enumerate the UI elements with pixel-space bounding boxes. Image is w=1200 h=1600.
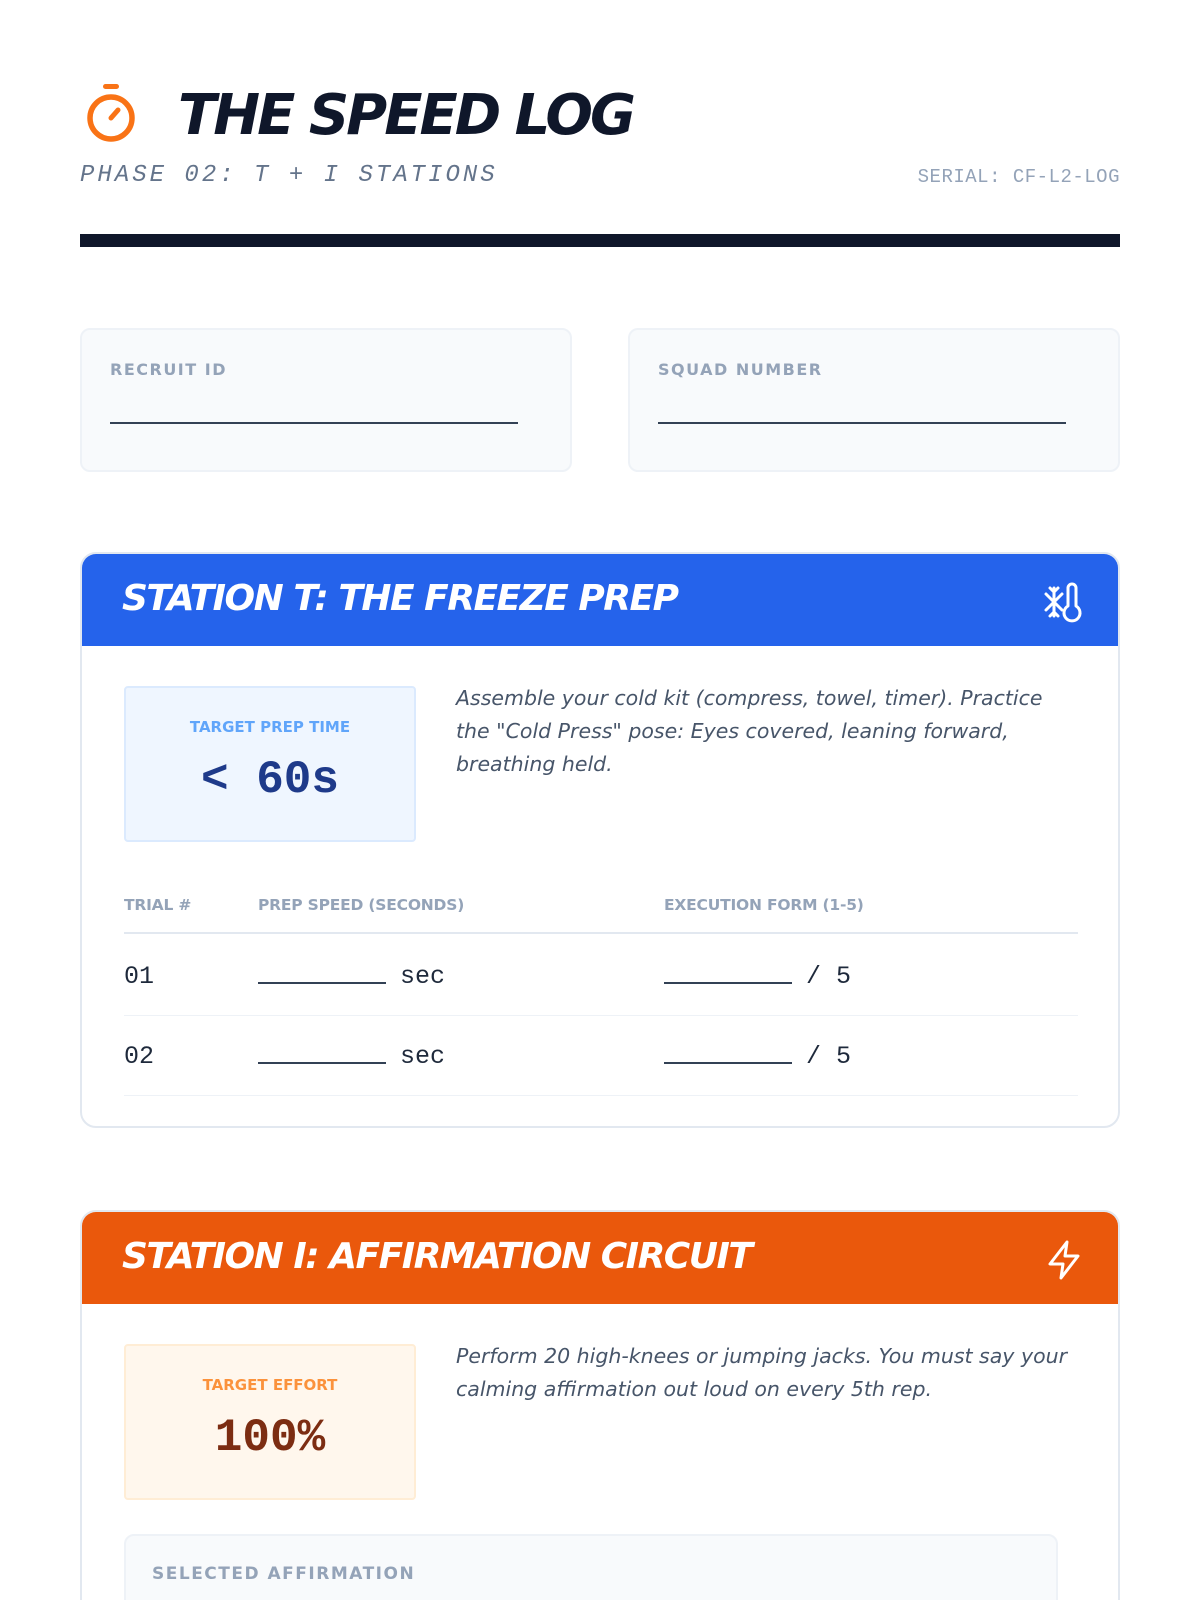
target-prep-time-label: TARGET PREP TIME xyxy=(189,718,351,736)
target-effort-label: TARGET EFFORT xyxy=(202,1376,338,1394)
page-title: THE SPEED LOG xyxy=(178,83,633,148)
thermometer-snowflake-icon xyxy=(1042,580,1086,624)
squad-number-label: SQUAD NUMBER xyxy=(658,360,823,379)
station-t-header xyxy=(82,554,1120,646)
execution-form-unit: / 5 xyxy=(806,1042,852,1071)
station-t-description: Assemble your cold kit (compress, towel, timer). Practice the "Cold Press" pose: Eyes covered, leaning forward, breathing held. xyxy=(456,686,1043,776)
trial-number: 02 xyxy=(124,1042,155,1071)
recruit-id-blank[interactable] xyxy=(110,422,518,424)
selected-affirmation-field[interactable] xyxy=(124,1534,1058,1600)
squad-number-blank[interactable] xyxy=(658,422,1066,424)
prep-speed-blank[interactable] xyxy=(258,982,386,984)
execution-form-blank[interactable] xyxy=(664,1062,792,1064)
header-execution-form: EXECUTION FORM (1-5) xyxy=(664,896,864,914)
station-i-header xyxy=(82,1212,1120,1304)
table-row xyxy=(124,1016,1078,1096)
stopwatch-icon xyxy=(84,82,138,144)
header-divider xyxy=(80,234,1120,247)
page-header xyxy=(80,80,1120,250)
recruit-id-field[interactable] xyxy=(80,328,572,472)
target-prep-time-value: < 60s xyxy=(200,754,340,806)
execution-form-blank[interactable] xyxy=(664,982,792,984)
selected-affirmation-label: SELECTED AFFIRMATION xyxy=(152,1564,416,1584)
serial-number: SERIAL: CF-L2-LOG xyxy=(917,166,1120,188)
prep-speed-unit: sec xyxy=(400,962,446,991)
target-effort-value: 100% xyxy=(214,1412,326,1464)
speed-log-page xyxy=(80,0,1120,1600)
recruit-id-label: RECRUIT ID xyxy=(110,360,227,379)
station-t-title: STATION T: THE FREEZE PREP xyxy=(122,578,678,619)
squad-number-field[interactable] xyxy=(628,328,1120,472)
header-trial: TRIAL # xyxy=(124,896,192,914)
station-i-card xyxy=(80,1210,1120,1600)
execution-form-unit: / 5 xyxy=(806,962,852,991)
table-row xyxy=(124,936,1078,1016)
prep-speed-unit: sec xyxy=(400,1042,446,1071)
station-t-card xyxy=(80,552,1120,1128)
station-i-description: Perform 20 high-knees or jumping jacks. You must say your calming affirmation out loud on every 5th rep. xyxy=(456,1344,1068,1401)
header-prep-speed: PREP SPEED (SECONDS) xyxy=(258,896,465,914)
trial-number: 01 xyxy=(124,962,155,991)
target-effort-box xyxy=(124,1344,416,1500)
lightning-bolt-icon xyxy=(1042,1238,1086,1282)
station-i-title: STATION I: AFFIRMATION CIRCUIT xyxy=(122,1236,752,1277)
page-subtitle: PHASE 02: T + I STATIONS xyxy=(80,162,498,189)
prep-speed-blank[interactable] xyxy=(258,1062,386,1064)
trial-table-header xyxy=(124,888,1078,934)
target-prep-time-box xyxy=(124,686,416,842)
